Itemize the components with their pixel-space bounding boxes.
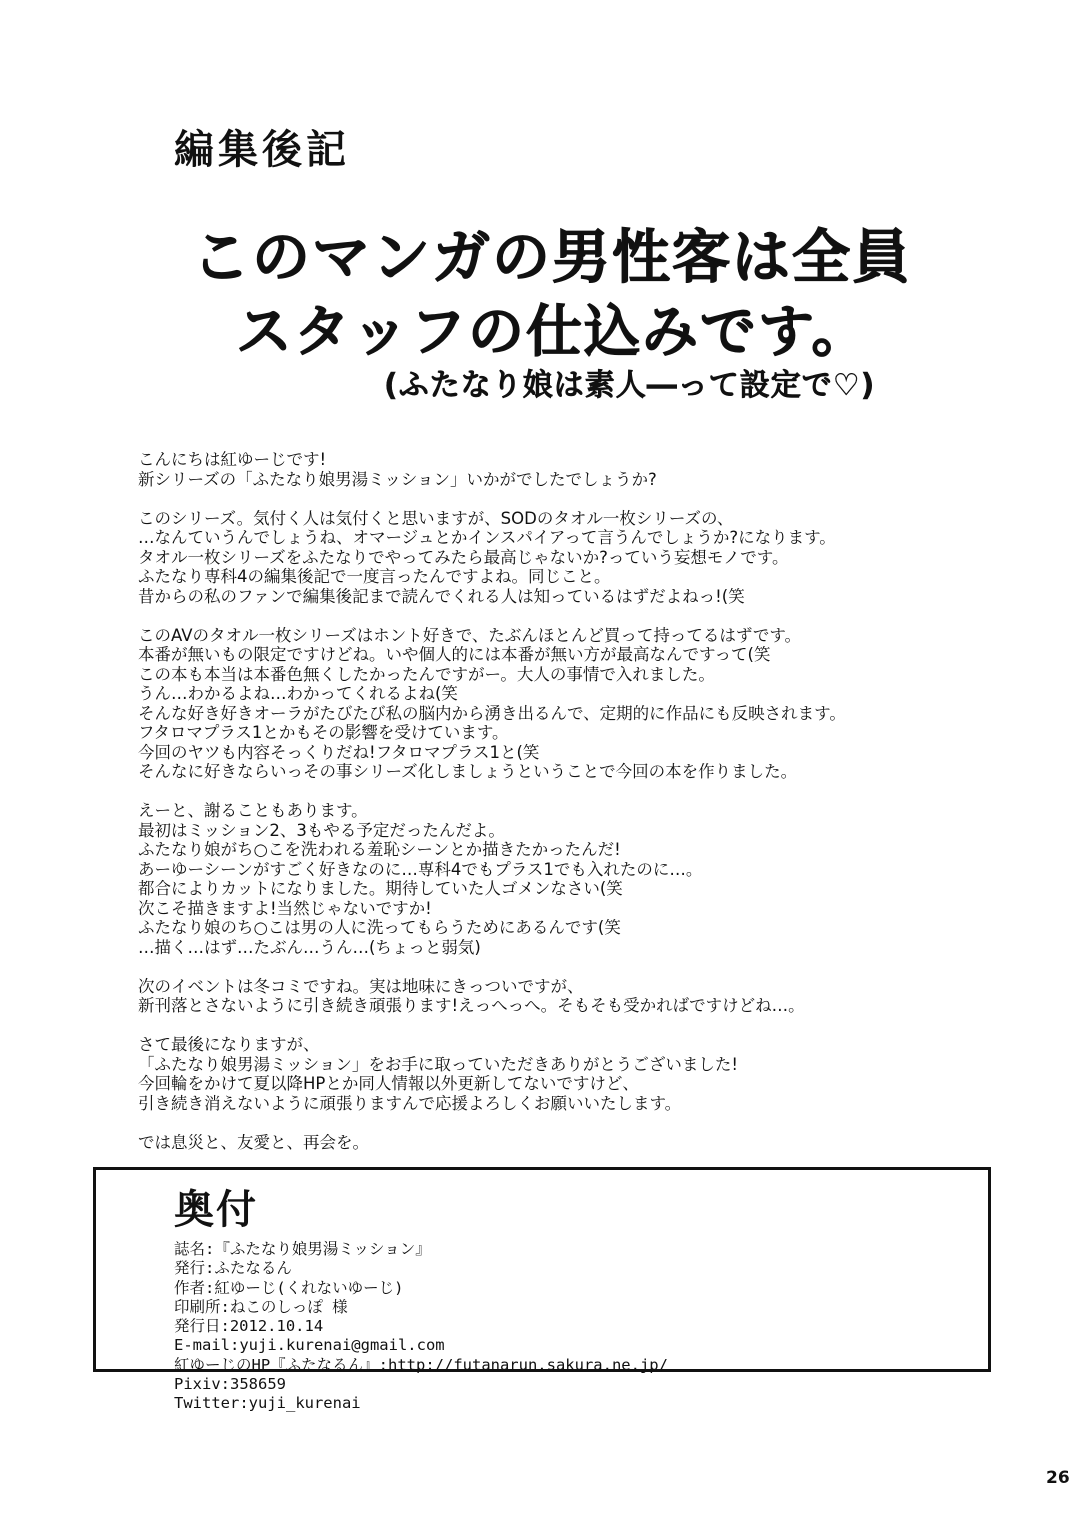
paragraph-6 bbox=[138, 1035, 968, 1113]
text-line: ふたなり娘がち○こを洗われる羞恥シーンとか描きたかったんだ! bbox=[138, 840, 621, 859]
page-number: 26 bbox=[1046, 1468, 1070, 1488]
text-line: この本も本当は本番色無くしたかったんですがー。大人の事情で入れました。 bbox=[138, 664, 715, 684]
text-line: えーと、謝ることもあります。 bbox=[138, 801, 368, 820]
text-line: タオル一枚シリーズをふたなりでやってみたら最高じゃないか?っていう妄想モノです。 bbox=[138, 547, 789, 567]
text-line: 「ふたなり娘男湯ミッション」をお手に取っていただきありがとうございました! bbox=[138, 1054, 738, 1074]
paragraph-7 bbox=[138, 1133, 968, 1153]
colophon-publisher: 発行:ふたなるん bbox=[174, 1259, 292, 1278]
colophon-date: 発行日:2012.10.14 bbox=[174, 1317, 324, 1336]
text-line: 次こそ描きますよ!当然じゃないですか! bbox=[138, 898, 432, 918]
paragraph-1 bbox=[138, 450, 968, 489]
headline-line-2: スタッフの仕込みです。 bbox=[236, 299, 870, 365]
text-line: では息災と、友愛と、再会を。 bbox=[138, 1132, 369, 1152]
text-line: 今回輪をかけて夏以降HPとか同人情報以外更新してないですけど、 bbox=[138, 1074, 639, 1093]
text-line: あーゆーシーンがすごく好きなのに…専科4でもプラス1でも入れたのに…。 bbox=[138, 859, 703, 879]
colophon-pixiv: Pixiv:358659 bbox=[174, 1375, 286, 1394]
text-line: 最初はミッション2、3もやる予定だったんだよ。 bbox=[138, 820, 505, 840]
afterword-heading: 編集後記 bbox=[174, 127, 350, 173]
text-line: さて最後になりますが、 bbox=[138, 1035, 320, 1054]
handwritten-headline bbox=[192, 223, 913, 404]
text-line: フタロマプラス1とかもその影響を受けています。 bbox=[138, 723, 509, 742]
text-line: このAVのタオル一枚シリーズはホント好きで、たぶんほとんど買って持ってるはずです。 bbox=[138, 625, 802, 645]
paragraph-3 bbox=[138, 626, 968, 782]
text-line: 引き続き消えないように頑張りますんで応援よろしくお願いいたします。 bbox=[138, 1093, 682, 1113]
colophon-title: 奥付 bbox=[174, 1187, 258, 1233]
text-line: 新刊落とさないように引き続き頑張ります!えっへっへ。そもそも受かればですけどね…。 bbox=[138, 996, 805, 1015]
colophon-author: 作者:紅ゆーじ(くれないゆーじ) bbox=[174, 1278, 404, 1297]
text-line: このシリーズ。気付く人は気付くと思いますが、SODのタオル一枚シリーズの、 bbox=[138, 508, 734, 528]
colophon-details bbox=[174, 1240, 668, 1414]
colophon-title-line: 誌名:『ふたなり娘男湯ミッション』 bbox=[174, 1240, 431, 1258]
text-line: そんな好き好きオーラがたびたび私の脳内から湧き出るんで、定期的に作品にも反映されます。 bbox=[138, 703, 846, 723]
colophon-twitter: Twitter:yuji_kurenai bbox=[174, 1394, 361, 1413]
headline-line-1: このマンガの男性客は全員 bbox=[192, 223, 913, 291]
text-line: 次のイベントは冬コミですね。実は地味にきっついですが、 bbox=[138, 976, 584, 996]
text-line: うん…わかるよね…わかってくれるよね(笑 bbox=[138, 684, 458, 703]
colophon-email: E-mail:yuji.kurenai@gmail.com bbox=[174, 1336, 445, 1355]
text-line: …描く…はず…たぶん…うん…(ちょっと弱気) bbox=[138, 937, 481, 957]
text-line: 本番が無いもの限定ですけどね。いや個人的には本番が無い方が最高なんですって(笑 bbox=[138, 645, 771, 664]
paragraph-4 bbox=[138, 801, 968, 957]
text-line: こんにちは紅ゆーじです! bbox=[138, 450, 327, 469]
text-line: ふたなり専科4の編集後記で一度言ったんですよね。同じこと。 bbox=[138, 567, 611, 586]
colophon-homepage: 紅ゆーじのHP『ふたなるん』:http://futanarun.sakura.ne.jp/ bbox=[174, 1355, 668, 1374]
paragraph-2 bbox=[138, 509, 968, 607]
paragraph-5 bbox=[138, 977, 968, 1016]
text-line: 今回のヤツも内容そっくりだね!フタロマプラス1と(笑 bbox=[138, 742, 540, 762]
headline-line-3: (ふたなり娘は素人―って設定で♡) bbox=[384, 368, 876, 404]
text-line: ふたなり娘のち○こは男の人に洗ってもらうためにあるんです(笑 bbox=[138, 918, 621, 937]
text-line: 昔からの私のファンで編集後記まで読んでくれる人は知っているはずだよねっ!(笑 bbox=[138, 586, 745, 606]
colophon-box bbox=[93, 1167, 991, 1413]
text-line: 新シリーズの「ふたなり娘男湯ミッション」いかがでしたでしょうか? bbox=[138, 469, 657, 489]
colophon-printer: 印刷所:ねこのしっぽ 様 bbox=[174, 1297, 348, 1316]
text-line: 都合によりカットになりました。期待していた人ゴメンなさい(笑 bbox=[138, 879, 623, 898]
afterword-body bbox=[138, 450, 968, 1172]
text-line: そんなに好きならいっその事シリーズ化しましょうということで今回の本を作りました。 bbox=[138, 762, 798, 781]
text-line: …なんていうんでしょうね、オマージュとかインスパイアって言うんでしょうか?になります。 bbox=[138, 528, 836, 547]
